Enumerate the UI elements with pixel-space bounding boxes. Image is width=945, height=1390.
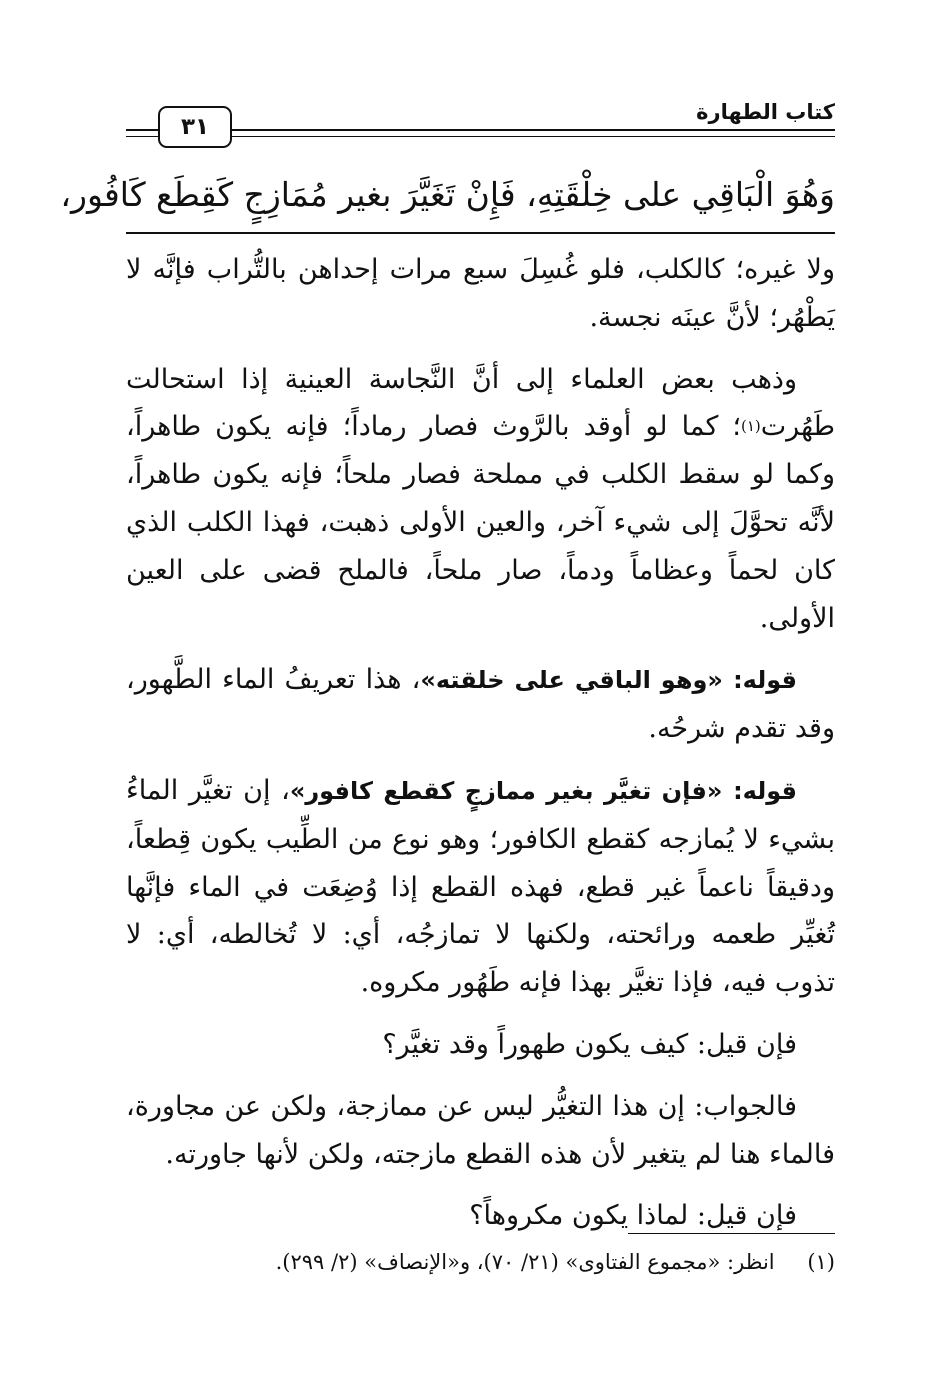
paragraph-text: ، هذا تعريفُ الماء الطَّهور، وقد تقدم شرحُه. — [126, 664, 835, 745]
footnote — [126, 1246, 835, 1278]
paragraph-1 — [126, 246, 835, 342]
paragraph-5 — [126, 1021, 835, 1069]
page-number: ٣١ — [158, 106, 232, 148]
running-title: كتاب الطهارة — [696, 100, 835, 124]
footnote-number: (١) — [807, 1250, 835, 1274]
paragraph-text: ولا غيره؛ كالكلب، فلو غُسِلَ سبع مرات إحداهن بالتُّراب فإنَّه لا يَطْهُر؛ لأنَّ عينَه نجسة. — [126, 254, 835, 333]
paragraph-6 — [126, 1083, 835, 1179]
matn-quote: «فإن تغيَّر بغير ممازجٍ كقطع كافور» — [289, 776, 723, 805]
header-rule-right-bottom — [232, 136, 835, 137]
paragraph-text: ، إن تغيَّر الماءُ بشيء لا يُمازجه كقطع الكافور؛ وهو نوع من الطِّيب يكون قِطعاً، ودقيقاً ناعماً غير قطع، فهذه القطع إذا وُضِعَت في الماء فإنَّها تُغيِّر طعمه ورائحته، ولكنها لا تمازجُه، أي: لا تُخالطه، أي: لا تذوب فيه، فإذا تغيَّر بهذا فإنه طَهُور مكروه. — [126, 774, 835, 999]
question-text: فإن قيل: لماذا يكون مكروهاً؟ — [469, 1200, 797, 1232]
paragraph-4 — [126, 767, 835, 1007]
commentary-body — [126, 246, 835, 1254]
matn-quote: «وهو الباقي على خلقته» — [420, 666, 723, 695]
matn-divider — [126, 232, 835, 234]
qawluhu-label: قوله: — [733, 666, 797, 695]
question-text: فإن قيل: كيف يكون طهوراً وقد تغيَّر؟ — [382, 1028, 797, 1060]
footnote-divider — [628, 1233, 835, 1234]
qawluhu-label: قوله: — [733, 776, 797, 805]
matn-text: وَهُوَ الْبَاقِي على خِلْقَتِهِ، فَإِنْ تَغَيَّرَ بغير مُمَازِجٍ كَقِطَع كَافُور، — [60, 175, 835, 214]
answer-text: فالجواب: إن هذا التغيُّر ليس عن ممازجة، ولكن عن مجاورة، فالماء هنا لم يتغير لأن هذه القطع مازجته، ولكن لأنها جاورته. — [126, 1090, 835, 1170]
footnote-marker[interactable]: (١) — [740, 417, 761, 436]
header-rule-left-bottom — [126, 136, 158, 137]
footnote-text: انظر: «مجموع الفتاوى» (٢١/ ٧٠)، و«الإنصاف» (٢/ ٢٩٩). — [275, 1250, 775, 1274]
paragraph-3 — [126, 656, 835, 753]
header-rule-left-top — [126, 129, 158, 131]
paragraph-text-continued: ؛ كما لو أوقد بالرَّوث فصار رماداً؛ فإنه يكون طاهراً، وكما لو سقط الكلب في مملحة فصار ملحاً؛ فإنه يكون طاهراً، لأنَّه تحوَّلَ إلى شيء آخر، والعين الأولى ذهبت، فهذا الكلب الذي كان لحماً وعظاماً ودماً، صار ملحاً، فالملح قضى على العين الأولى. — [126, 411, 835, 634]
paragraph-text: وذهب بعض العلماء إلى أنَّ النَّجاسة العينية إذا استحالت طَهُرت — [126, 363, 835, 443]
paragraph-2 — [126, 356, 835, 643]
header-rule-right-top — [232, 129, 835, 131]
